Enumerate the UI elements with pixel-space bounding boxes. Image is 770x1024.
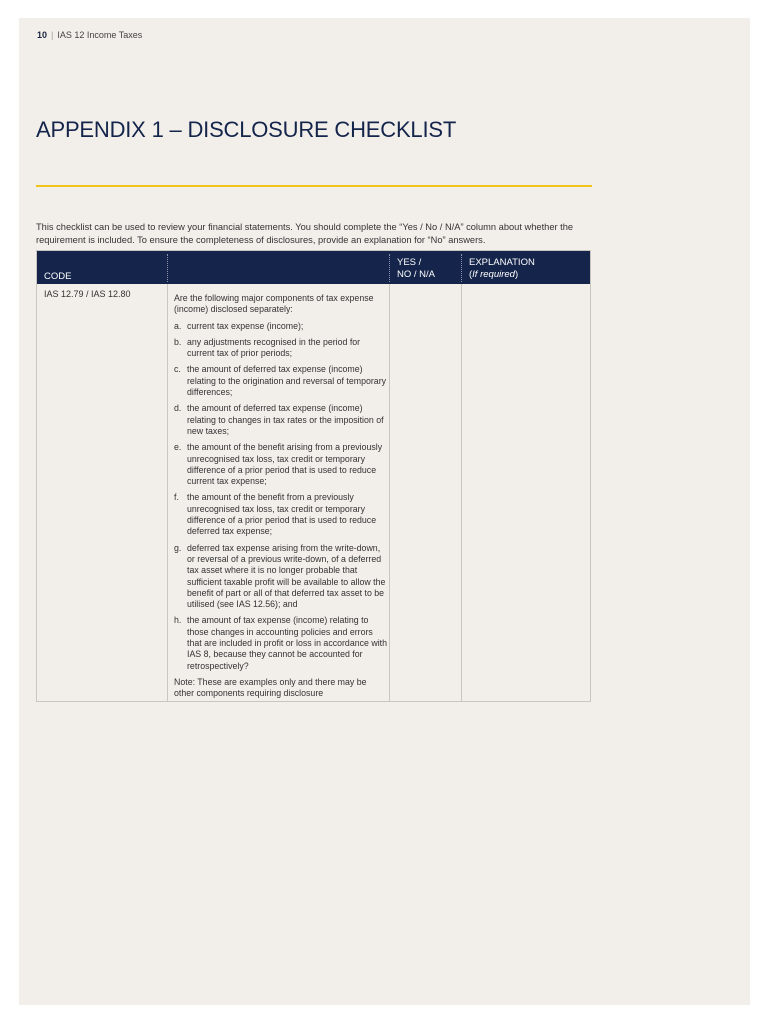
intro-paragraph: This checklist can be used to review your financial statements. You should complete the “Yes / No / N/A” column about whether the requirement is included. To ensure the completeness of disclosures, provide an explanation for “No” answers. (36, 222, 574, 245)
header-separator: | (51, 30, 54, 40)
column-header-yes-no-line2: NO / N/A (397, 268, 436, 280)
list-item: g. deferred tax expense arising from the write-down, or reversal of a previous write-down, of a deferred tax asset where it is no longer probable that sufficient taxable profit will be available to allow the benefit of part or all of that deferred tax asset to be utilised (see IAS 12.56); and (174, 542, 386, 610)
page-title: APPENDIX 1 – DISCLOSURE CHECKLIST (36, 117, 457, 142)
column-header-yes-no-line1: YES / (397, 257, 422, 268)
requirement-cell (174, 293, 388, 705)
if-required-text: If required (472, 268, 515, 280)
column-header-explanation-line1: EXPLANATION (469, 257, 535, 268)
column-header-yes-no (397, 257, 435, 280)
list-item: f. the amount of the benefit from a previously unrecognised tax loss, tax credit or temporary difference of a prior period that is used to reduce deferred tax expense; (174, 492, 377, 537)
list-item: d. the amount of deferred tax expense (income) relating to changes in tax rates or the imposition of new taxes; (174, 403, 384, 436)
checklist-table (36, 250, 591, 702)
explanation-cell[interactable] (462, 285, 590, 701)
page-number: 10 (37, 30, 48, 40)
list-item: a. current tax expense (income); (174, 320, 304, 331)
header-divider (167, 254, 168, 282)
running-header (37, 30, 142, 40)
yes-no-cell[interactable] (390, 285, 460, 701)
document-title: IAS 12 Income Taxes (57, 30, 143, 40)
list-item: c. the amount of deferred tax expense (income) relating to the origination and reversal of temporary differences; (174, 364, 387, 398)
list-item: h. the amount of tax expense (income) relating to those changes in accounting policies and errors that are included in profit or loss in accordance with IAS 8, because they cannot be accounted for retrospectively? (174, 615, 387, 671)
document-page (19, 18, 750, 1005)
accent-rule (36, 185, 592, 187)
requirement-question: Are the following major components of tax expense (income) disclosed separately: (174, 293, 374, 315)
header-divider (389, 254, 390, 282)
list-item: e. the amount of the benefit arising from a previously unrecognised tax loss, tax credit or temporary difference of a prior period that is used to reduce current tax expense; (174, 442, 383, 487)
list-item: b. any adjustments recognised in the period for current tax of prior periods; (174, 336, 361, 359)
header-divider (461, 254, 462, 282)
requirement-note: Note: These are examples only and there may be other components requiring disclosure (174, 676, 367, 699)
column-divider (167, 284, 168, 701)
column-header-explanation-line2: (If required) (469, 268, 519, 280)
column-header-explanation (469, 257, 535, 280)
row-code-cell: IAS 12.79 / IAS 12.80 (44, 289, 131, 299)
requirement-items (174, 321, 388, 672)
table-header (37, 251, 590, 284)
column-header-code: CODE (44, 271, 72, 282)
